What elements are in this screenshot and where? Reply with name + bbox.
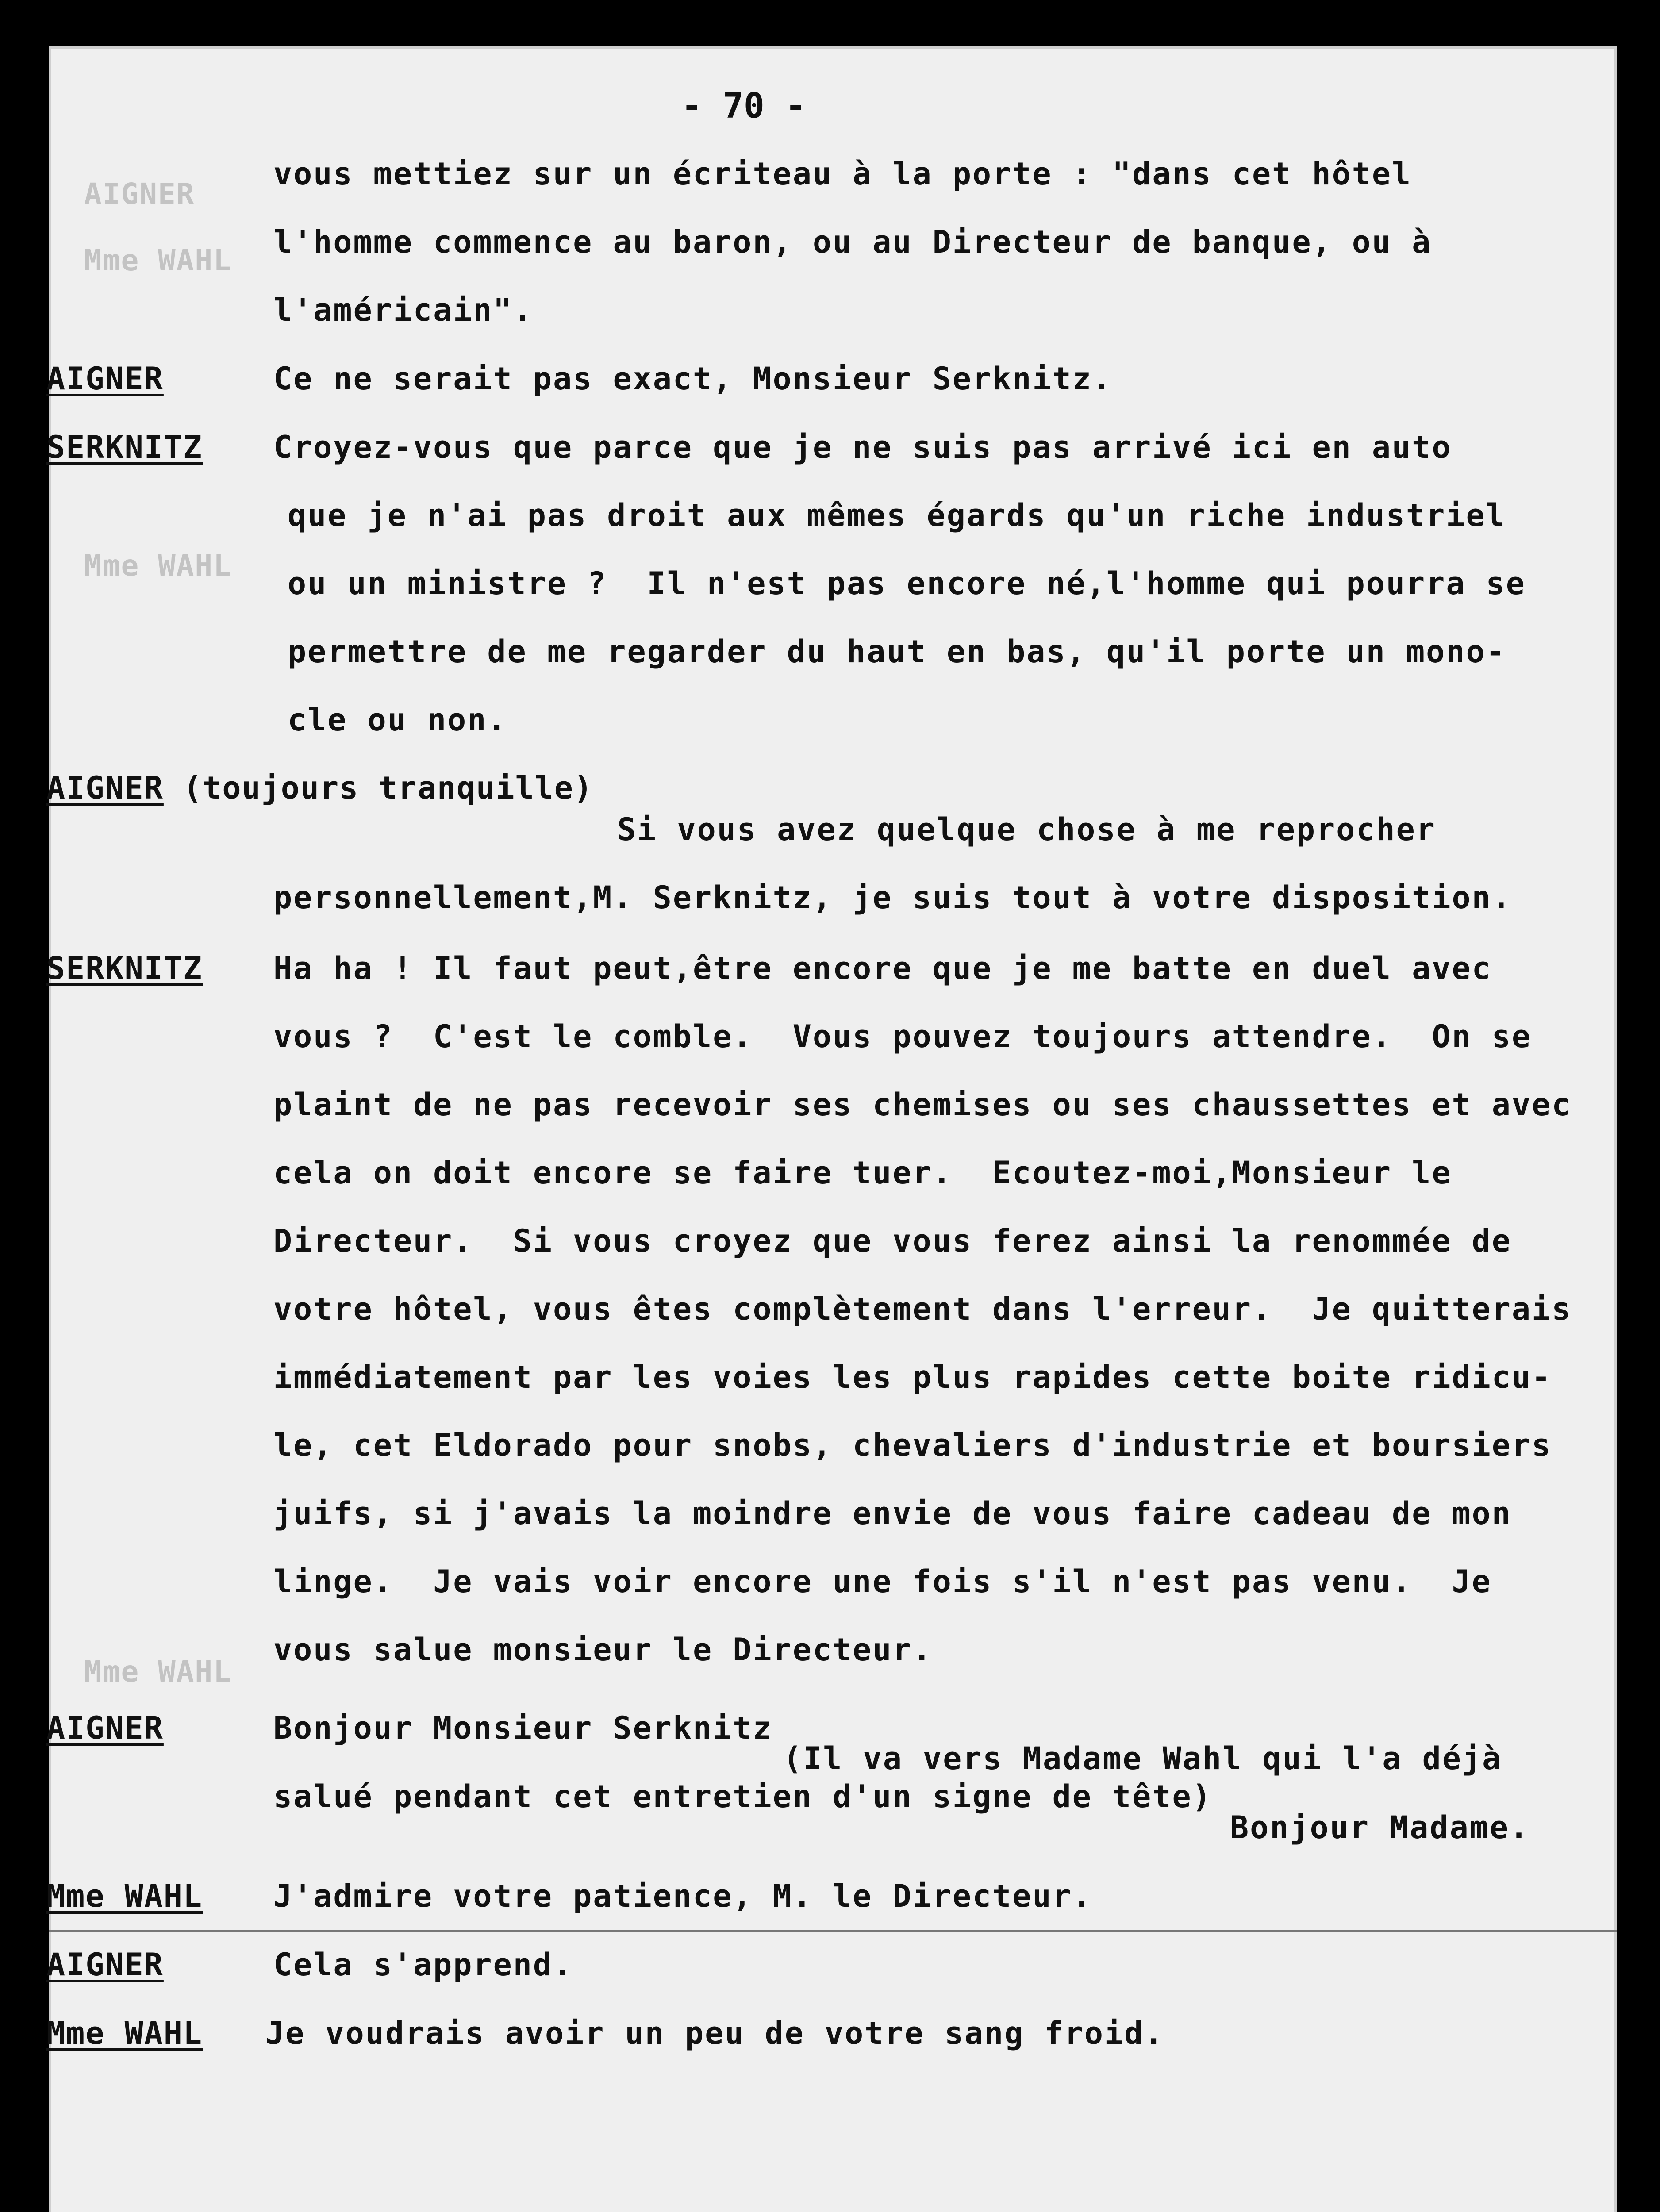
text-line: Croyez-vous que parce que je ne suis pas arrivé ici en auto (273, 429, 1452, 465)
text-line: Bonjour Monsieur Serknitz (273, 1710, 773, 1746)
text-line: cle ou non. (288, 702, 507, 738)
text-line: l'américain". (273, 292, 533, 328)
text-line: Ha ha ! Il faut peut,être encore que je me batte en duel avec (273, 950, 1492, 987)
text-line: Bonjour Madame. (1230, 1809, 1530, 1846)
speaker-name: Mme WAHL (46, 1878, 203, 1914)
text-line: personnellement,M. Serknitz, je suis tout à votre disposition. (273, 879, 1512, 916)
text-line: juifs, si j'avais la moindre envie de vous faire cadeau de mon (273, 1495, 1512, 1532)
text-line: cela on doit encore se faire tuer. Ecoutez-moi,Monsieur le (273, 1155, 1452, 1191)
speaker-label (46, 950, 203, 987)
speaker-name: AIGNER (46, 1947, 164, 1983)
stage-direction: salué pendant cet entretien d'un signe de tête) (273, 1778, 1212, 1815)
speaker-name: AIGNER (46, 770, 164, 806)
speaker-name: AIGNER (46, 361, 164, 397)
text-line: vous mettiez sur un écriteau à la porte : "dans cet hôtel (273, 156, 1412, 192)
show-through-text: Mme WAHL (84, 1655, 232, 1689)
stage-direction: (Il va vers Madame Wahl qui l'a déjà (783, 1740, 1502, 1777)
speaker-label (46, 770, 593, 806)
text-line: Directeur. Si vous croyez que vous ferez ainsi la renommée de (273, 1223, 1512, 1259)
speaker-name: AIGNER (46, 1710, 164, 1746)
stage-direction: (toujours tranquille) (183, 770, 594, 806)
speaker-label (46, 1878, 203, 1914)
show-through-text (398, 2154, 435, 2189)
speaker-name: SERKNITZ (46, 950, 203, 987)
text-line: que je n'ai pas droit aux mêmes égards qu'un riche industriel (288, 497, 1506, 534)
text-line: immédiatement par les voies les plus rapides cette boite ridicu- (273, 1359, 1552, 1395)
speaker-label (46, 361, 164, 397)
speaker-label (46, 1947, 164, 1983)
speaker-label (46, 429, 203, 465)
text-line: le, cet Eldorado pour snobs, chevaliers d'industrie et boursiers (273, 1427, 1552, 1463)
page-number: - 70 - (681, 86, 806, 126)
speaker-name: SERKNITZ (46, 429, 203, 465)
text-line: vous salue monsieur le Directeur. (273, 1632, 933, 1668)
speaker-name: Mme WAHL (46, 2015, 203, 2051)
text-line: J'admire votre patience, M. le Directeur. (273, 1878, 1092, 1914)
text-line: plaint de ne pas recevoir ses chemises ou ses chaussettes et avec (273, 1087, 1572, 1123)
text-line: linge. Je vais voir encore une fois s'il n'est pas venu. Je (273, 1563, 1492, 1600)
text-line: Si vous avez quelque chose à me reprocher (617, 811, 1436, 848)
speaker-label (46, 1710, 164, 1746)
speaker-label (46, 2015, 203, 2051)
text-line: Cela s'apprend. (273, 1947, 573, 1983)
show-through-text: Mme WAHL (84, 549, 232, 583)
show-through-text: Mme WAHL (84, 243, 232, 277)
text-line: votre hôtel, vous êtes complètement dans l'erreur. Je quitterais (273, 1291, 1572, 1327)
text-line: vous ? C'est le comble. Vous pouvez toujours attendre. On se (273, 1018, 1532, 1055)
text-line: ou un ministre ? Il n'est pas encore né,l'homme qui pourra se (288, 565, 1526, 602)
text-line: permettre de me regarder du haut en bas, qu'il porte un mono- (288, 634, 1506, 670)
text-line: Ce ne serait pas exact, Monsieur Serknitz. (273, 361, 1113, 397)
text-line: Je voudrais avoir un peu de votre sang froid. (265, 2015, 1164, 2051)
show-through-text: AIGNER (84, 177, 195, 211)
text-line: l'homme commence au baron, ou au Directeur de banque, ou à (273, 224, 1432, 260)
fold-line (49, 1930, 1617, 1932)
